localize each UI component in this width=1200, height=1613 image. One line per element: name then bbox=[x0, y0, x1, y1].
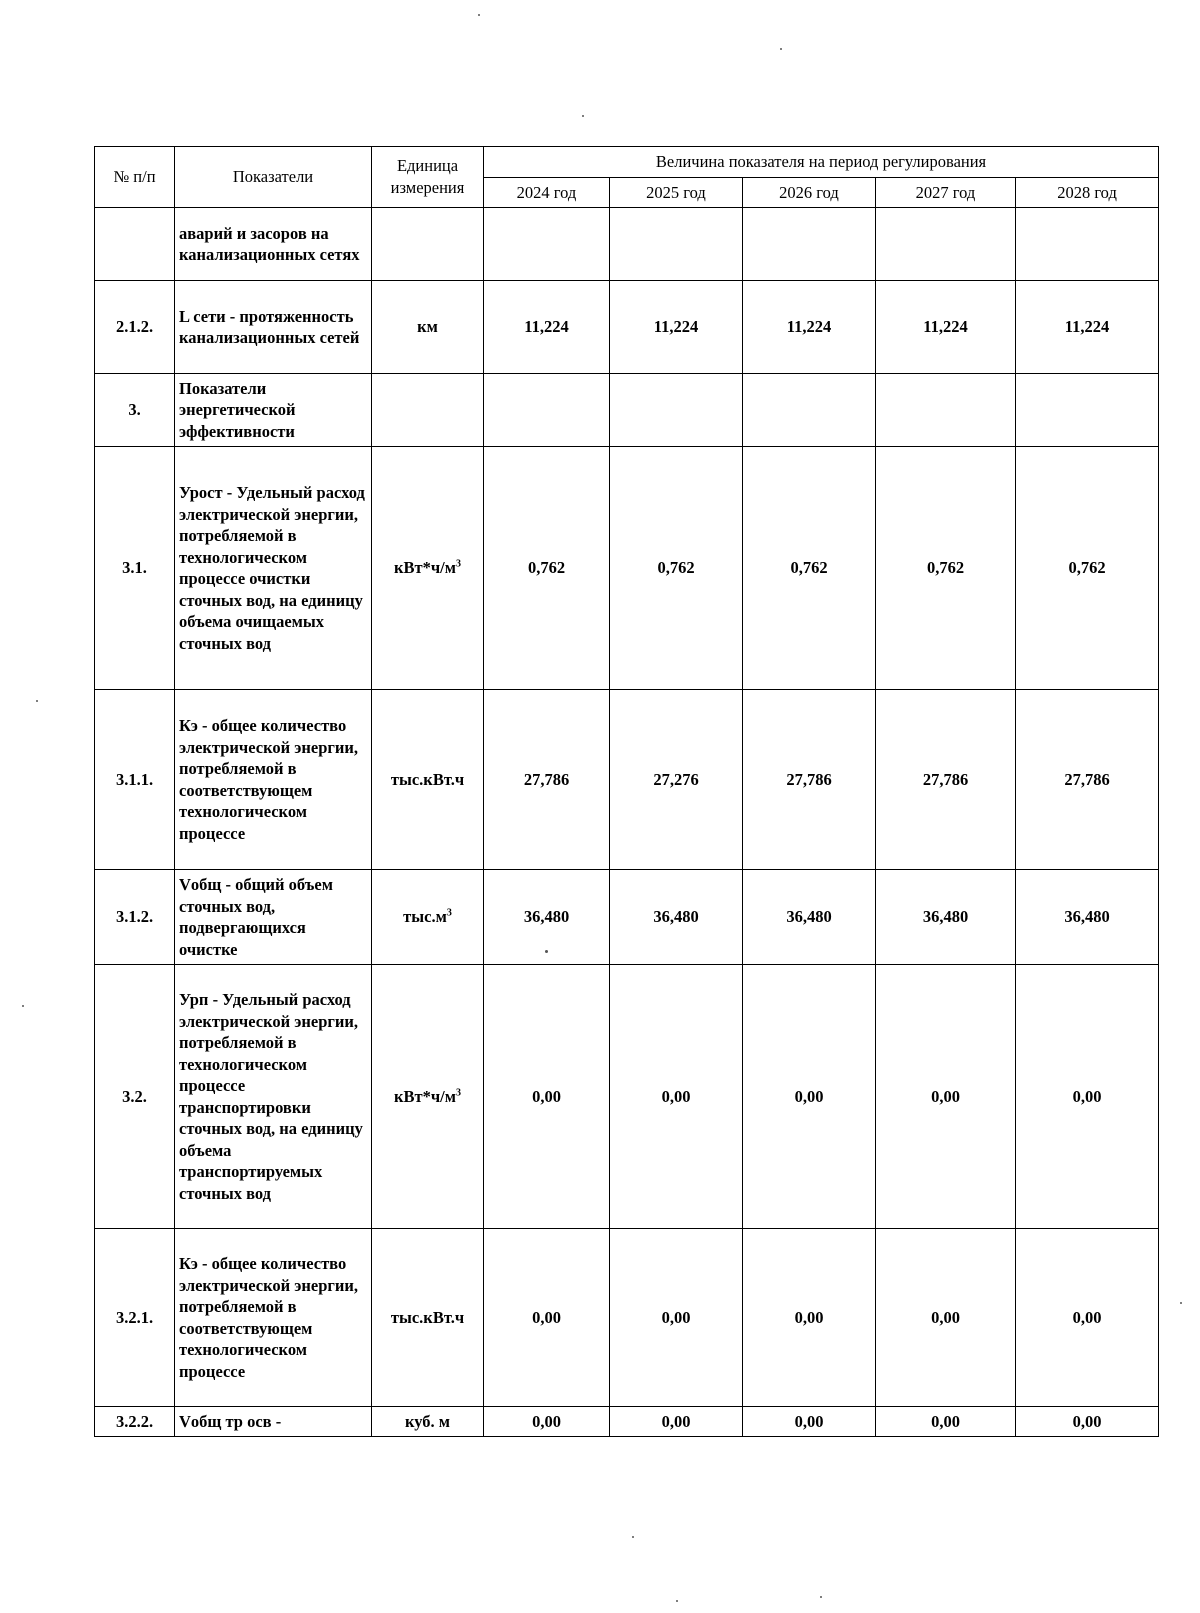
value-cell: 27,786 bbox=[1016, 690, 1159, 870]
value-cell: 0,00 bbox=[876, 965, 1016, 1229]
unit-text: тыс.м bbox=[403, 907, 447, 927]
header-year: 2026 год bbox=[743, 178, 876, 208]
indicator-name: Кэ - общее количество электрической энергии, потребляемой в соответствующем технологическом процессе bbox=[175, 690, 372, 870]
header-unit-line2: измерения bbox=[390, 178, 465, 197]
indicator-name: L сети - протяженность канализационных сетей bbox=[175, 281, 372, 374]
value-cell: 0,00 bbox=[876, 1229, 1016, 1407]
value-cell bbox=[876, 374, 1016, 447]
unit-cell bbox=[372, 208, 484, 281]
indicator-name: Показатели энергетической эффективности bbox=[175, 374, 372, 447]
value-cell: 36,480 bbox=[484, 870, 610, 965]
header-year: 2025 год bbox=[610, 178, 743, 208]
header-period: Величина показателя на период регулирования bbox=[484, 147, 1159, 178]
value-cell: 36,480 bbox=[1016, 870, 1159, 965]
value-cell: 11,224 bbox=[484, 281, 610, 374]
header-unit bbox=[372, 147, 484, 208]
value-cell: 0,00 bbox=[610, 965, 743, 1229]
scan-speck bbox=[632, 1536, 634, 1538]
scan-speck bbox=[1180, 1302, 1182, 1304]
unit-cell bbox=[372, 281, 484, 374]
value-cell: 27,786 bbox=[743, 690, 876, 870]
unit-text: кВт*ч/м bbox=[394, 1086, 456, 1106]
header-name: Показатели bbox=[175, 147, 372, 208]
indicator-name: Vобщ - общий объем сточных вод, подвергающихся очистке bbox=[175, 870, 372, 965]
table-header bbox=[95, 147, 1159, 208]
header-unit-line1: Единица bbox=[396, 156, 459, 175]
scan-speck bbox=[545, 950, 548, 953]
unit-text: кВт*ч/м bbox=[394, 558, 456, 578]
value-cell: 0,762 bbox=[743, 447, 876, 690]
table-row bbox=[95, 1229, 1159, 1407]
value-cell: 11,224 bbox=[1016, 281, 1159, 374]
indicator-name: Кэ - общее количество электрической энергии, потребляемой в соответствующем технологическом процессе bbox=[175, 1229, 372, 1407]
header-year: 2024 год bbox=[484, 178, 610, 208]
value-cell: 27,786 bbox=[484, 690, 610, 870]
value-cell bbox=[484, 374, 610, 447]
row-number bbox=[95, 208, 175, 281]
value-cell: 0,00 bbox=[743, 965, 876, 1229]
value-cell: 0,00 bbox=[610, 1229, 743, 1407]
unit-cell bbox=[372, 690, 484, 870]
value-cell: 0,00 bbox=[1016, 965, 1159, 1229]
header-row-1 bbox=[95, 147, 1159, 178]
unit-text: куб. м bbox=[404, 1411, 451, 1431]
value-cell: 0,762 bbox=[484, 447, 610, 690]
value-cell: 0,00 bbox=[1016, 1229, 1159, 1407]
indicator-name: Урост - Удельный расход электрической энергии, потребляемой в технологическом процессе очистки сточных вод, на единицу объема очищаемых сточных вод bbox=[175, 447, 372, 690]
scan-speck bbox=[22, 1005, 24, 1007]
unit-superscript: 3 bbox=[456, 1087, 461, 1099]
value-cell: 0,00 bbox=[743, 1229, 876, 1407]
value-cell: 0,00 bbox=[1016, 1407, 1159, 1437]
value-cell bbox=[1016, 208, 1159, 281]
indicator-name: Урп - Удельный расход электрической энергии, потребляемой в технологическом процессе транспортировки сточных вод, на единицу объема транспортируемых сточных вод bbox=[175, 965, 372, 1229]
table-row bbox=[95, 208, 1159, 281]
value-cell bbox=[610, 208, 743, 281]
value-cell: 36,480 bbox=[743, 870, 876, 965]
value-cell: 27,276 bbox=[610, 690, 743, 870]
unit-cell bbox=[372, 1229, 484, 1407]
table-row bbox=[95, 281, 1159, 374]
value-cell: 0,00 bbox=[743, 1407, 876, 1437]
unit-superscript: 3 bbox=[446, 907, 452, 919]
row-number: 3.1.1. bbox=[95, 690, 175, 870]
value-cell: 0,00 bbox=[876, 1407, 1016, 1437]
scan-speck bbox=[478, 14, 480, 16]
value-cell: 0,762 bbox=[876, 447, 1016, 690]
value-cell bbox=[484, 208, 610, 281]
header-year: 2028 год bbox=[1016, 178, 1159, 208]
unit-cell bbox=[372, 965, 484, 1229]
indicators-table bbox=[94, 146, 1159, 1437]
indicator-name: Vобщ тр осв - bbox=[175, 1407, 372, 1437]
value-cell: 11,224 bbox=[610, 281, 743, 374]
value-cell bbox=[743, 208, 876, 281]
unit-cell bbox=[372, 1407, 484, 1437]
indicator-name: аварий и засоров на канализационных сетях bbox=[175, 208, 372, 281]
unit-superscript: 3 bbox=[456, 558, 461, 570]
row-number: 3.1. bbox=[95, 447, 175, 690]
unit-text: тыс.кВт.ч bbox=[390, 1307, 465, 1327]
table-row bbox=[95, 1407, 1159, 1437]
row-number: 3.1.2. bbox=[95, 870, 175, 965]
value-cell: 0,00 bbox=[610, 1407, 743, 1437]
value-cell bbox=[743, 374, 876, 447]
scan-speck bbox=[36, 700, 38, 702]
value-cell: 0,00 bbox=[484, 1229, 610, 1407]
scan-speck bbox=[582, 115, 584, 117]
value-cell: 36,480 bbox=[876, 870, 1016, 965]
scan-speck bbox=[676, 1600, 678, 1602]
unit-text: км bbox=[417, 317, 438, 337]
row-number: 3.2.2. bbox=[95, 1407, 175, 1437]
value-cell: 27,786 bbox=[876, 690, 1016, 870]
value-cell bbox=[610, 374, 743, 447]
table-body bbox=[95, 208, 1159, 1437]
table-row bbox=[95, 870, 1159, 965]
value-cell bbox=[1016, 374, 1159, 447]
value-cell: 11,224 bbox=[743, 281, 876, 374]
table-row bbox=[95, 374, 1159, 447]
unit-cell bbox=[372, 870, 484, 965]
table-row bbox=[95, 690, 1159, 870]
unit-text: тыс.кВт.ч bbox=[390, 769, 465, 789]
unit-cell bbox=[372, 447, 484, 690]
header-num: № п/п bbox=[95, 147, 175, 208]
row-number: 2.1.2. bbox=[95, 281, 175, 374]
value-cell: 0,762 bbox=[610, 447, 743, 690]
row-number: 3. bbox=[95, 374, 175, 447]
value-cell: 0,00 bbox=[484, 1407, 610, 1437]
row-number: 3.2. bbox=[95, 965, 175, 1229]
value-cell: 0,762 bbox=[1016, 447, 1159, 690]
value-cell: 36,480 bbox=[610, 870, 743, 965]
row-number: 3.2.1. bbox=[95, 1229, 175, 1407]
scan-speck bbox=[780, 48, 782, 50]
unit-cell bbox=[372, 374, 484, 447]
header-year: 2027 год bbox=[876, 178, 1016, 208]
table-row bbox=[95, 965, 1159, 1229]
table-row bbox=[95, 447, 1159, 690]
value-cell: 11,224 bbox=[876, 281, 1016, 374]
scan-speck bbox=[820, 1596, 822, 1598]
value-cell bbox=[876, 208, 1016, 281]
value-cell: 0,00 bbox=[484, 965, 610, 1229]
